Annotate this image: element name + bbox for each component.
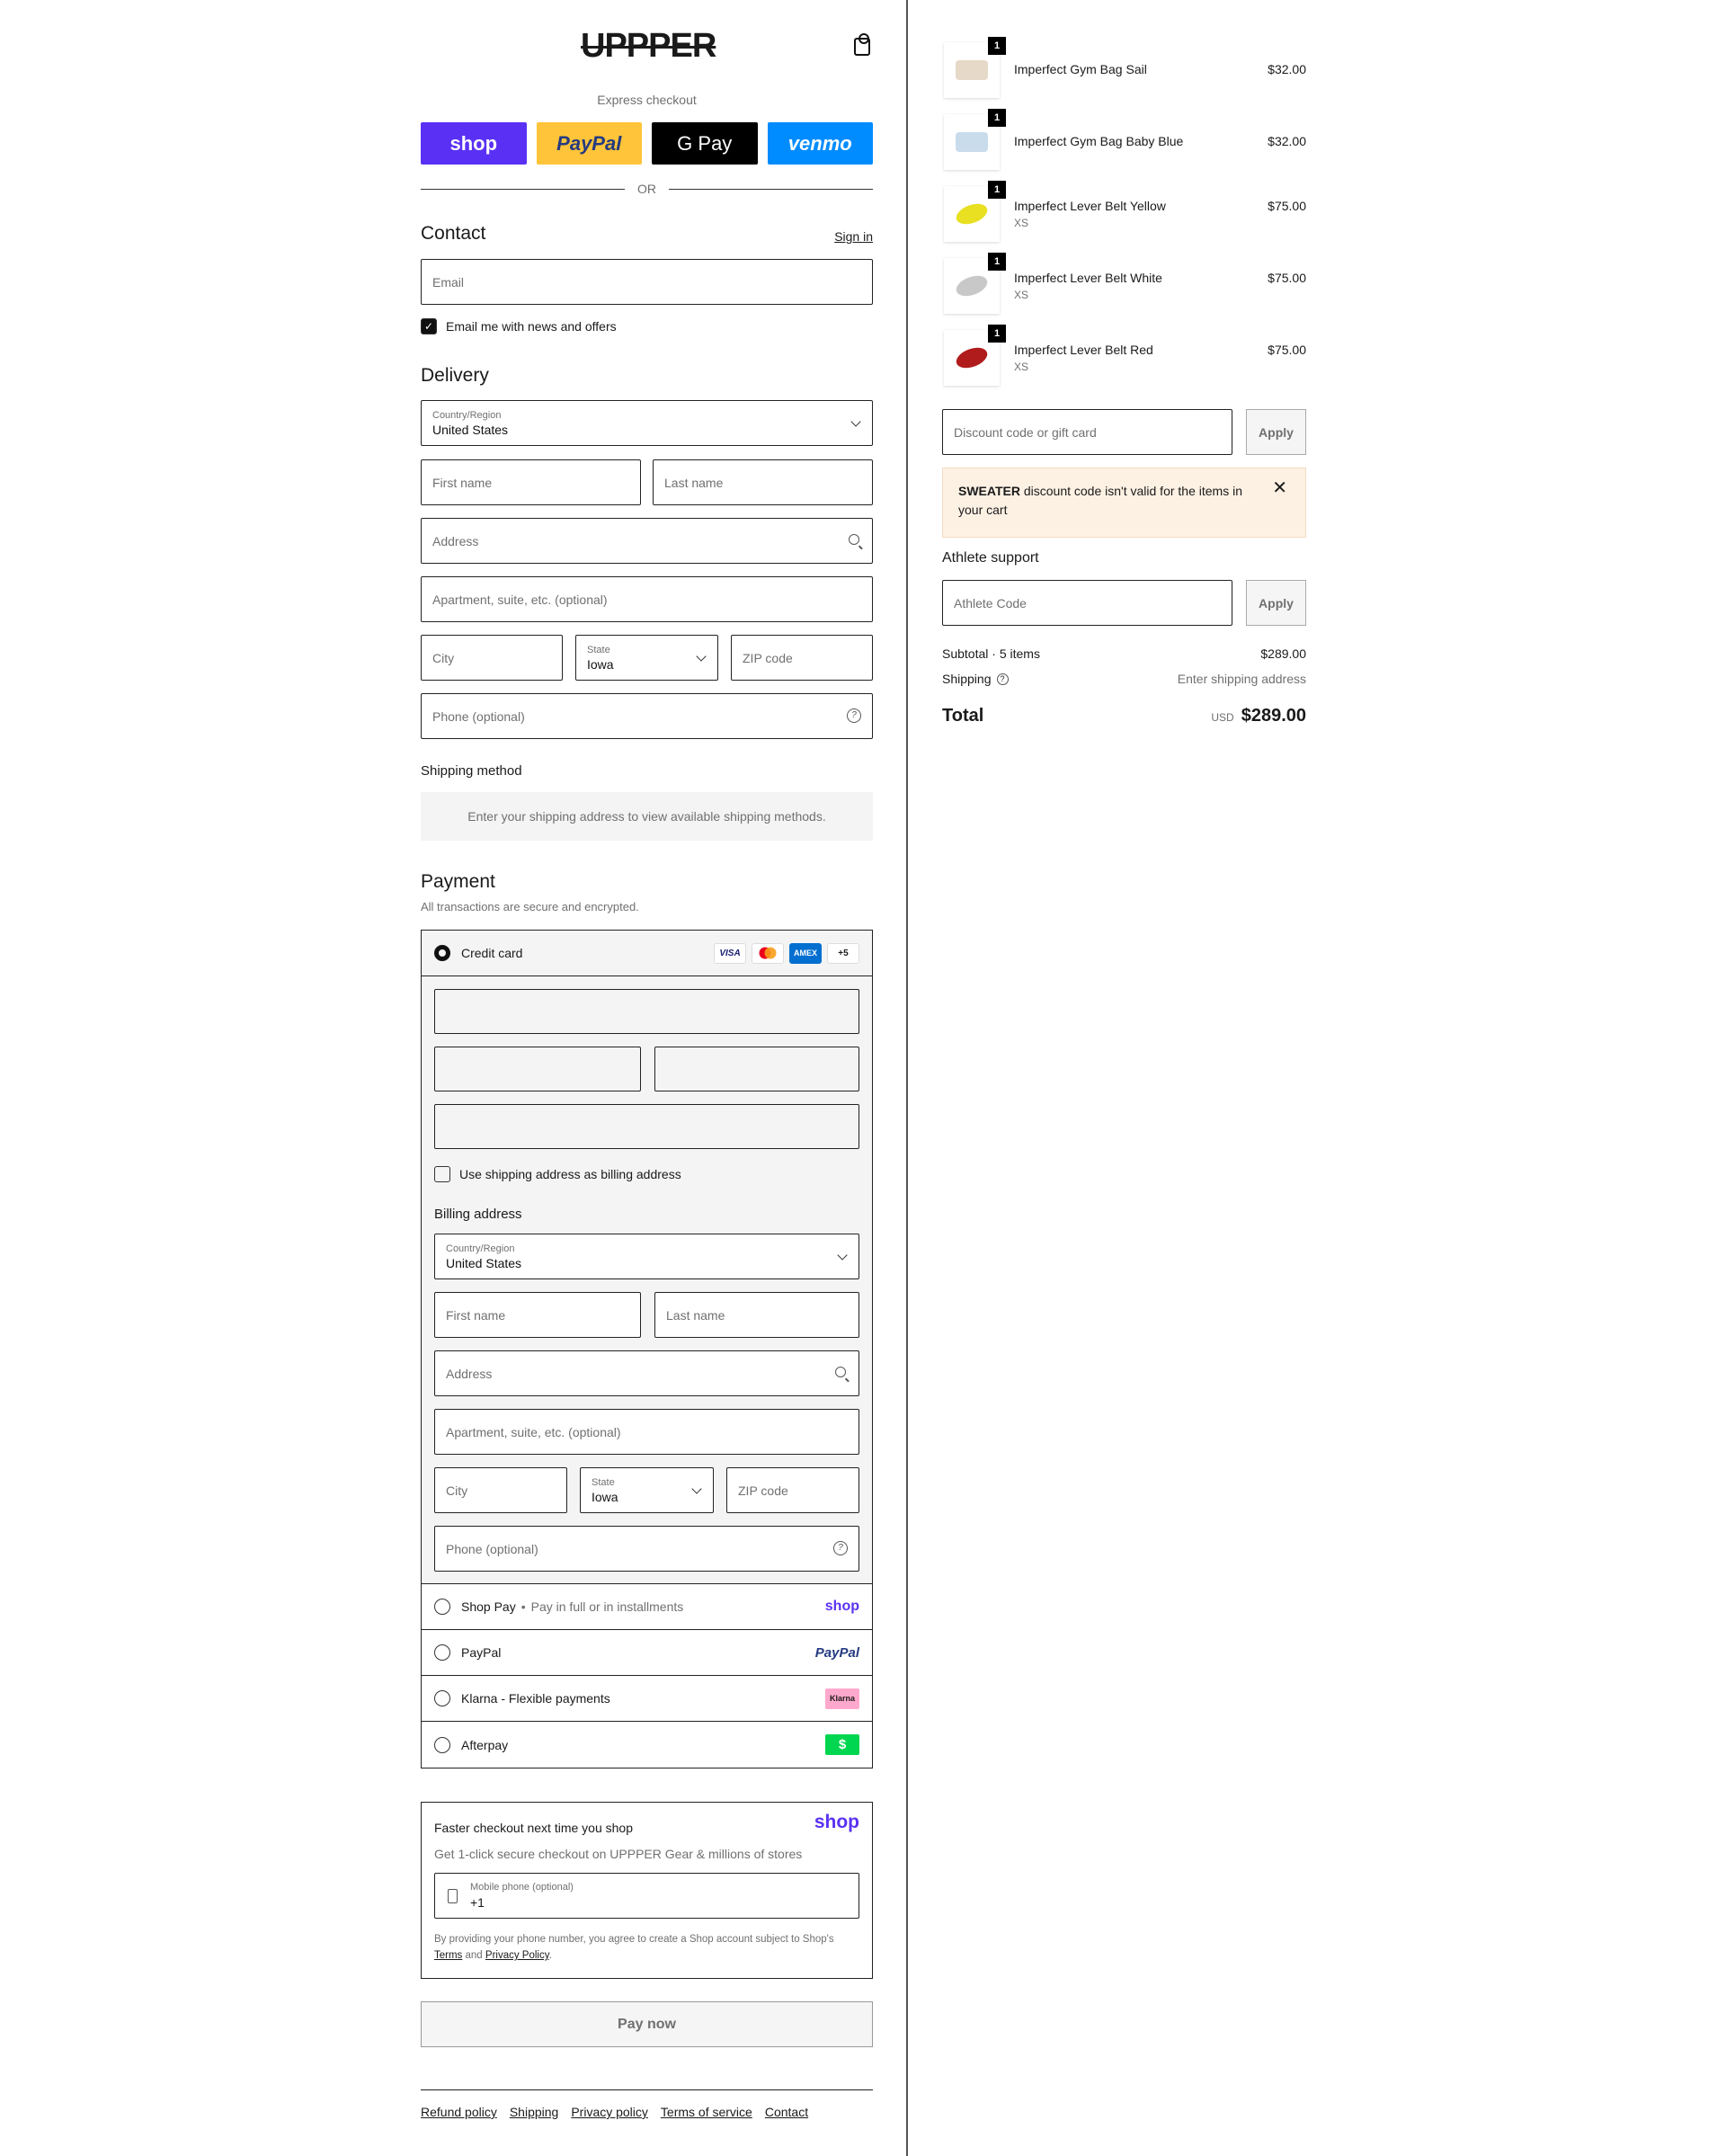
paypal-logo: PayPal <box>814 1644 859 1661</box>
item-variant: XS <box>1014 217 1029 229</box>
refund-policy-link[interactable]: Refund policy <box>421 2105 497 2119</box>
quantity-badge: 1 <box>988 37 1006 55</box>
payment-klarna[interactable] <box>422 1676 872 1722</box>
shop-promo-box <box>421 1802 873 1979</box>
discount-error-banner <box>942 468 1306 538</box>
and-text: and <box>465 1950 483 1961</box>
payment-methods <box>421 930 873 1768</box>
country-select[interactable] <box>421 400 873 446</box>
shop-logo: shop <box>814 1812 859 1832</box>
or-label: OR <box>637 182 656 196</box>
search-icon <box>849 534 859 545</box>
quantity-badge: 1 <box>988 325 1006 343</box>
cart-item <box>942 258 1306 316</box>
shipping-value: Enter shipping address <box>1177 672 1306 686</box>
more-brands-badge: +5 <box>827 943 859 964</box>
billing-last-name-field[interactable] <box>654 1292 859 1338</box>
billing-apartment-field[interactable] <box>434 1409 859 1455</box>
shop-pay-sub: Pay in full or in installments <box>530 1599 684 1614</box>
billing-phone-field[interactable] <box>434 1526 859 1572</box>
billing-zip-field[interactable] <box>726 1467 859 1513</box>
country-label: Country/Region <box>432 409 502 421</box>
total-row <box>1211 706 1306 726</box>
billing-city-field[interactable] <box>434 1467 567 1513</box>
klarna-label: Klarna - Flexible payments <box>461 1691 610 1706</box>
placeholder: Phone (optional) <box>446 1541 538 1556</box>
total-value: $289.00 <box>1241 706 1306 726</box>
product-image <box>954 343 991 371</box>
product-image <box>956 60 988 80</box>
bullet: • <box>520 1599 526 1614</box>
payment-shop-pay[interactable] <box>422 1584 872 1630</box>
billing-country-select[interactable] <box>434 1234 859 1279</box>
placeholder: Athlete Code <box>954 595 1027 610</box>
privacy-policy-link[interactable]: Privacy policy <box>571 2105 648 2119</box>
item-name: Imperfect Gym Bag Sail <box>1014 62 1147 76</box>
item-name: Imperfect Lever Belt Red <box>1014 343 1153 357</box>
cart-item <box>942 114 1306 172</box>
shop-pay-logo: shop <box>824 1599 859 1614</box>
item-price: $32.00 <box>1268 134 1306 148</box>
sign-in-link[interactable]: Sign in <box>834 229 873 244</box>
mobile-phone-field[interactable] <box>434 1873 859 1919</box>
city-field[interactable] <box>421 635 563 681</box>
legal-text: By providing your phone number, you agree to create a Shop account subject to Shop's <box>434 1934 834 1945</box>
subtotal-value: $289.00 <box>1260 646 1306 661</box>
item-name: Imperfect Lever Belt Yellow <box>1014 199 1166 213</box>
item-price: $32.00 <box>1268 62 1306 76</box>
shipping-method-heading: Shipping method <box>421 763 522 779</box>
apartment-field[interactable] <box>421 576 873 622</box>
zip-field[interactable] <box>731 635 873 681</box>
phone-field[interactable] <box>421 693 873 739</box>
phone-icon <box>448 1889 458 1903</box>
athlete-code-input[interactable] <box>942 580 1232 626</box>
delivery-heading: Delivery <box>421 365 489 386</box>
credit-card-radio[interactable] <box>434 945 450 961</box>
shop-pay-label: Shop Pay <box>461 1599 516 1614</box>
currency: USD <box>1211 711 1234 724</box>
state-label: State <box>587 644 610 655</box>
cart-item <box>942 42 1306 100</box>
cart-item <box>942 186 1306 244</box>
shop-pay-express-button[interactable]: shop <box>421 122 527 165</box>
mobile-phone-value: +1 <box>470 1895 485 1910</box>
country-value: United States <box>446 1255 522 1270</box>
paypal-label: PayPal <box>461 1645 502 1660</box>
google-pay-express-button[interactable]: G Pay <box>652 122 758 165</box>
paypal-radio[interactable] <box>434 1644 450 1661</box>
use-shipping-label: Use shipping address as billing address <box>459 1167 681 1181</box>
afterpay-label: Afterpay <box>461 1737 509 1752</box>
placeholder: Last name <box>664 475 724 490</box>
column-divider <box>906 0 908 2156</box>
credit-card-label: Credit card <box>461 946 523 960</box>
search-icon <box>835 1367 846 1377</box>
store-logo[interactable]: UPPPER <box>581 27 716 65</box>
placeholder: First name <box>446 1307 506 1323</box>
total-label: Total <box>942 706 984 726</box>
apply-discount-button[interactable]: Apply <box>1246 409 1306 455</box>
card-name-field[interactable] <box>434 1104 859 1149</box>
express-checkout-label: Express checkout <box>597 93 697 107</box>
placeholder: City <box>432 650 455 665</box>
payment-subtitle: All transactions are secure and encrypted. <box>421 900 639 913</box>
chevron-down-icon <box>850 416 860 426</box>
credit-card-form <box>422 976 872 1584</box>
apply-athlete-button[interactable]: Apply <box>1246 580 1306 626</box>
state-label: State <box>592 1476 615 1488</box>
country-label: Country/Region <box>446 1243 515 1254</box>
cash-app-logo: $ <box>825 1734 859 1755</box>
payment-credit-card[interactable] <box>422 931 872 976</box>
help-icon[interactable]: ? <box>833 1541 848 1555</box>
shop-pay-radio[interactable] <box>434 1599 450 1615</box>
placeholder: City <box>446 1483 468 1498</box>
help-icon[interactable]: ? <box>997 673 1009 685</box>
venmo-express-button[interactable]: venmo <box>768 122 874 165</box>
chevron-down-icon <box>691 1483 701 1493</box>
state-select[interactable] <box>575 635 718 681</box>
shipping-link[interactable]: Shipping <box>509 2105 559 2119</box>
billing-first-name-field[interactable] <box>434 1292 641 1338</box>
card-expiry-field[interactable] <box>434 1047 641 1091</box>
visa-icon: VISA <box>714 943 746 964</box>
item-name: Imperfect Gym Bag Baby Blue <box>1014 134 1184 148</box>
discount-code-input[interactable] <box>942 409 1232 455</box>
footer-links <box>421 2089 873 2119</box>
address-field[interactable] <box>421 518 873 564</box>
subtotal-label: Subtotal · 5 items <box>942 646 1040 661</box>
card-cvv-field[interactable] <box>654 1047 859 1091</box>
error-message: discount code isn't valid for the items in your cart <box>958 484 1242 517</box>
amex-icon: AMEX <box>789 943 822 964</box>
quantity-badge: 1 <box>988 181 1006 199</box>
newsletter-checkbox-row[interactable] <box>421 318 617 334</box>
product-image <box>954 200 991 227</box>
item-price: $75.00 <box>1268 343 1306 357</box>
close-icon[interactable]: ✕ <box>1272 478 1287 498</box>
item-price: $75.00 <box>1268 199 1306 213</box>
shop-promo-title: Faster checkout next time you shop <box>434 1821 633 1835</box>
card-number-field[interactable] <box>434 989 859 1034</box>
shipping-method-notice: Enter your shipping address to view available shipping methods. <box>421 792 873 841</box>
email-field[interactable] <box>421 259 873 305</box>
quantity-badge: 1 <box>988 253 1006 271</box>
billing-state-select[interactable] <box>580 1467 714 1513</box>
shop-privacy-link[interactable]: Privacy Policy <box>485 1950 549 1961</box>
terms-of-service-link[interactable]: Terms of service <box>660 2105 752 2119</box>
error-code: SWEATER <box>958 484 1020 498</box>
use-shipping-checkbox[interactable] <box>434 1166 450 1182</box>
item-price: $75.00 <box>1268 271 1306 285</box>
placeholder: Last name <box>666 1307 725 1323</box>
mastercard-icon <box>752 943 784 964</box>
payment-afterpay[interactable] <box>422 1722 872 1768</box>
placeholder: Phone (optional) <box>432 708 525 724</box>
billing-address-field[interactable] <box>434 1350 859 1396</box>
product-image <box>956 132 988 152</box>
shipping-label: Shipping <box>942 672 992 686</box>
placeholder: Discount code or gift card <box>954 424 1097 440</box>
cart-bag-icon[interactable] <box>854 38 870 56</box>
item-variant: XS <box>1014 361 1029 373</box>
state-value: Iowa <box>592 1489 618 1504</box>
state-value: Iowa <box>587 656 614 672</box>
country-value: United States <box>432 422 509 437</box>
placeholder: Apartment, suite, etc. (optional) <box>446 1424 621 1439</box>
placeholder: First name <box>432 475 493 490</box>
payment-paypal[interactable] <box>422 1630 872 1676</box>
shop-legal-text <box>434 1931 859 1964</box>
item-name: Imperfect Lever Belt White <box>1014 271 1162 285</box>
contact-link[interactable]: Contact <box>764 2105 809 2119</box>
chevron-down-icon <box>696 651 706 661</box>
afterpay-radio[interactable] <box>434 1737 450 1753</box>
klarna-radio[interactable] <box>434 1690 450 1706</box>
email-placeholder: Email <box>432 274 465 290</box>
placeholder: Address <box>432 533 479 548</box>
placeholder: ZIP code <box>743 650 793 665</box>
shipping-row <box>942 672 1009 686</box>
last-name-field[interactable] <box>653 459 873 505</box>
shop-terms-link[interactable]: Terms <box>434 1950 463 1961</box>
use-shipping-checkbox-row[interactable] <box>434 1166 681 1182</box>
newsletter-label: Email me with news and offers <box>446 319 617 334</box>
pay-now-button[interactable]: Pay now <box>421 2001 873 2047</box>
paypal-express-button[interactable]: PayPal <box>537 122 643 165</box>
placeholder: Apartment, suite, etc. (optional) <box>432 592 608 607</box>
item-variant: XS <box>1014 289 1029 301</box>
quantity-badge: 1 <box>988 109 1006 127</box>
newsletter-checkbox[interactable]: ✓ <box>421 318 437 334</box>
product-image <box>954 272 991 299</box>
cart-item <box>942 330 1306 388</box>
shop-promo-subtitle: Get 1-click secure checkout on UPPPER Gear & millions of stores <box>434 1847 803 1861</box>
mobile-phone-label: Mobile phone (optional) <box>470 1882 574 1893</box>
billing-heading: Billing address <box>434 1207 522 1222</box>
period: . <box>548 1950 552 1961</box>
placeholder: ZIP code <box>738 1483 788 1498</box>
athlete-support-heading: Athlete support <box>942 550 1039 566</box>
first-name-field[interactable] <box>421 459 641 505</box>
chevron-down-icon <box>837 1250 847 1260</box>
payment-heading: Payment <box>421 871 495 892</box>
placeholder: Address <box>446 1366 493 1381</box>
or-divider <box>421 182 873 196</box>
help-icon[interactable]: ? <box>847 708 861 723</box>
contact-heading: Contact <box>421 223 486 244</box>
klarna-logo: Klarna <box>825 1688 859 1709</box>
